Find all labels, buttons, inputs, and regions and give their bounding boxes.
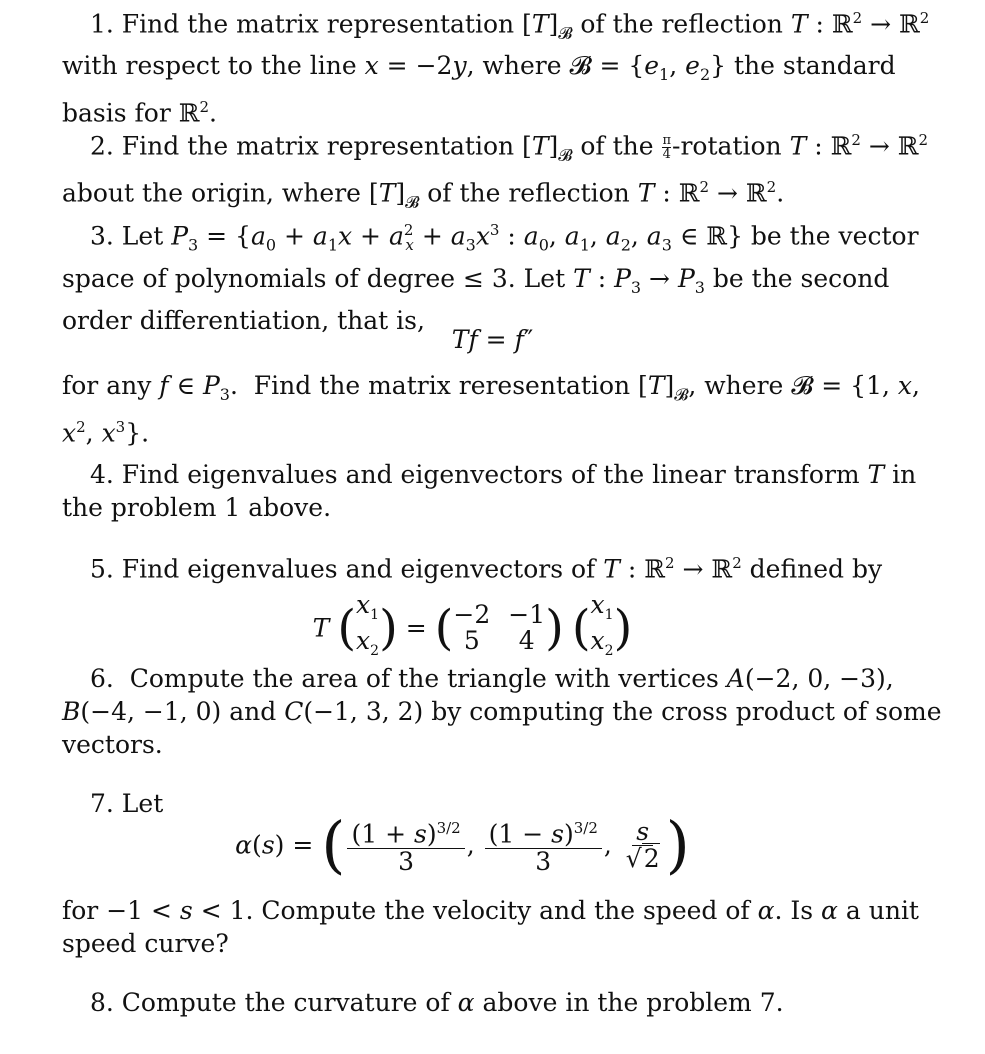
problem-3: 3. Let $P_3 = \{a_0 + a_1x + a^2_x + a_3x^3$ : $a_0$, $a_1$, $a_2$, $a_3$ ∈ ℝ} be the vector space of polynomials of degree ≤ 3. Let T : $P_3 \to P_3$ be the second order differentiation, that is, bbox=[62, 221, 919, 336]
problem-5: 5. Find eigenvalues and eigenvectors of T : ℝ$^2$ → ℝ$^2$ defined by bbox=[90, 554, 883, 584]
problem-5-matrix bbox=[453, 602, 545, 654]
problem-5-display-equation: T ( $x_1$ $x_2$ ) = ( −2 −1 5 4 ) ( $x_1$ $x_2$ ) bbox=[312, 590, 633, 659]
problem-3-display-equation: Tf = f″ bbox=[451, 325, 534, 354]
problem-6: 6. Compute the area of the triangle with vertices A(−2, 0, −3), B(−4, −1, 0) and C(−1, 3, 2) by computing the cross product of some vectors. bbox=[62, 664, 942, 759]
problem-2-number: 2. bbox=[90, 131, 114, 161]
problem-7-number: 7. bbox=[90, 789, 114, 818]
problem-8: 8. Compute the curvature of α above in the problem 7. bbox=[90, 988, 784, 1017]
matrix-entry: −1 bbox=[508, 600, 546, 629]
problem-2: 2. Find the matrix representation $[T]_𝓑$ of the $\frac{\pi}{4}$ -rotation T : ℝ$^2$ → ℝ$^2$ about the origin, where $[T]_𝓑$ of the reflection T : ℝ$^2$ → ℝ$^2$. bbox=[62, 131, 929, 212]
problem-1: 1. Find the matrix representation $[T]_𝓑$ of the reflection T : ℝ$^2$ → ℝ$^2$ with respect to the line x = −2y, where 𝓑 = {$e_1$, $e_2$} the standard basis for ℝ$^2$. bbox=[62, 9, 930, 128]
problem-7: 7. Let bbox=[90, 789, 164, 818]
problem-7-continuation: for −1 < s < 1. Compute the velocity and the speed of α. Is α a unit speed curve? bbox=[62, 896, 919, 958]
problem-8-number: 8. bbox=[90, 988, 114, 1017]
problem-4: 4. Find eigenvalues and eigenvectors of the linear transform T in the problem 1 above. bbox=[62, 460, 917, 522]
matrix-entry: 5 bbox=[463, 626, 480, 655]
problem-3-number: 3. bbox=[90, 221, 114, 251]
problem-4-number: 4. bbox=[90, 460, 114, 489]
problem-3-continuation: for any f ∈ $P_3$. Find the matrix reresentation $[T]_𝓑$, where 𝓑 = {1, x, $x^2$, $x^3$}. bbox=[62, 371, 920, 448]
matrix-entry: −2 bbox=[453, 600, 491, 629]
problem-5-number: 5. bbox=[90, 554, 114, 584]
matrix-entry: 4 bbox=[518, 626, 535, 655]
problem-1-number: 1. bbox=[90, 9, 114, 39]
problem-6-number: 6. bbox=[90, 664, 114, 693]
problem-7-display-equation: α(s) = ( $\frac{(1 + s)^{3/2}}{3}$ , $\frac{(1 - s)^{3/2}}{3}$ , $\frac{s}{√2}$ ) bbox=[235, 808, 690, 881]
